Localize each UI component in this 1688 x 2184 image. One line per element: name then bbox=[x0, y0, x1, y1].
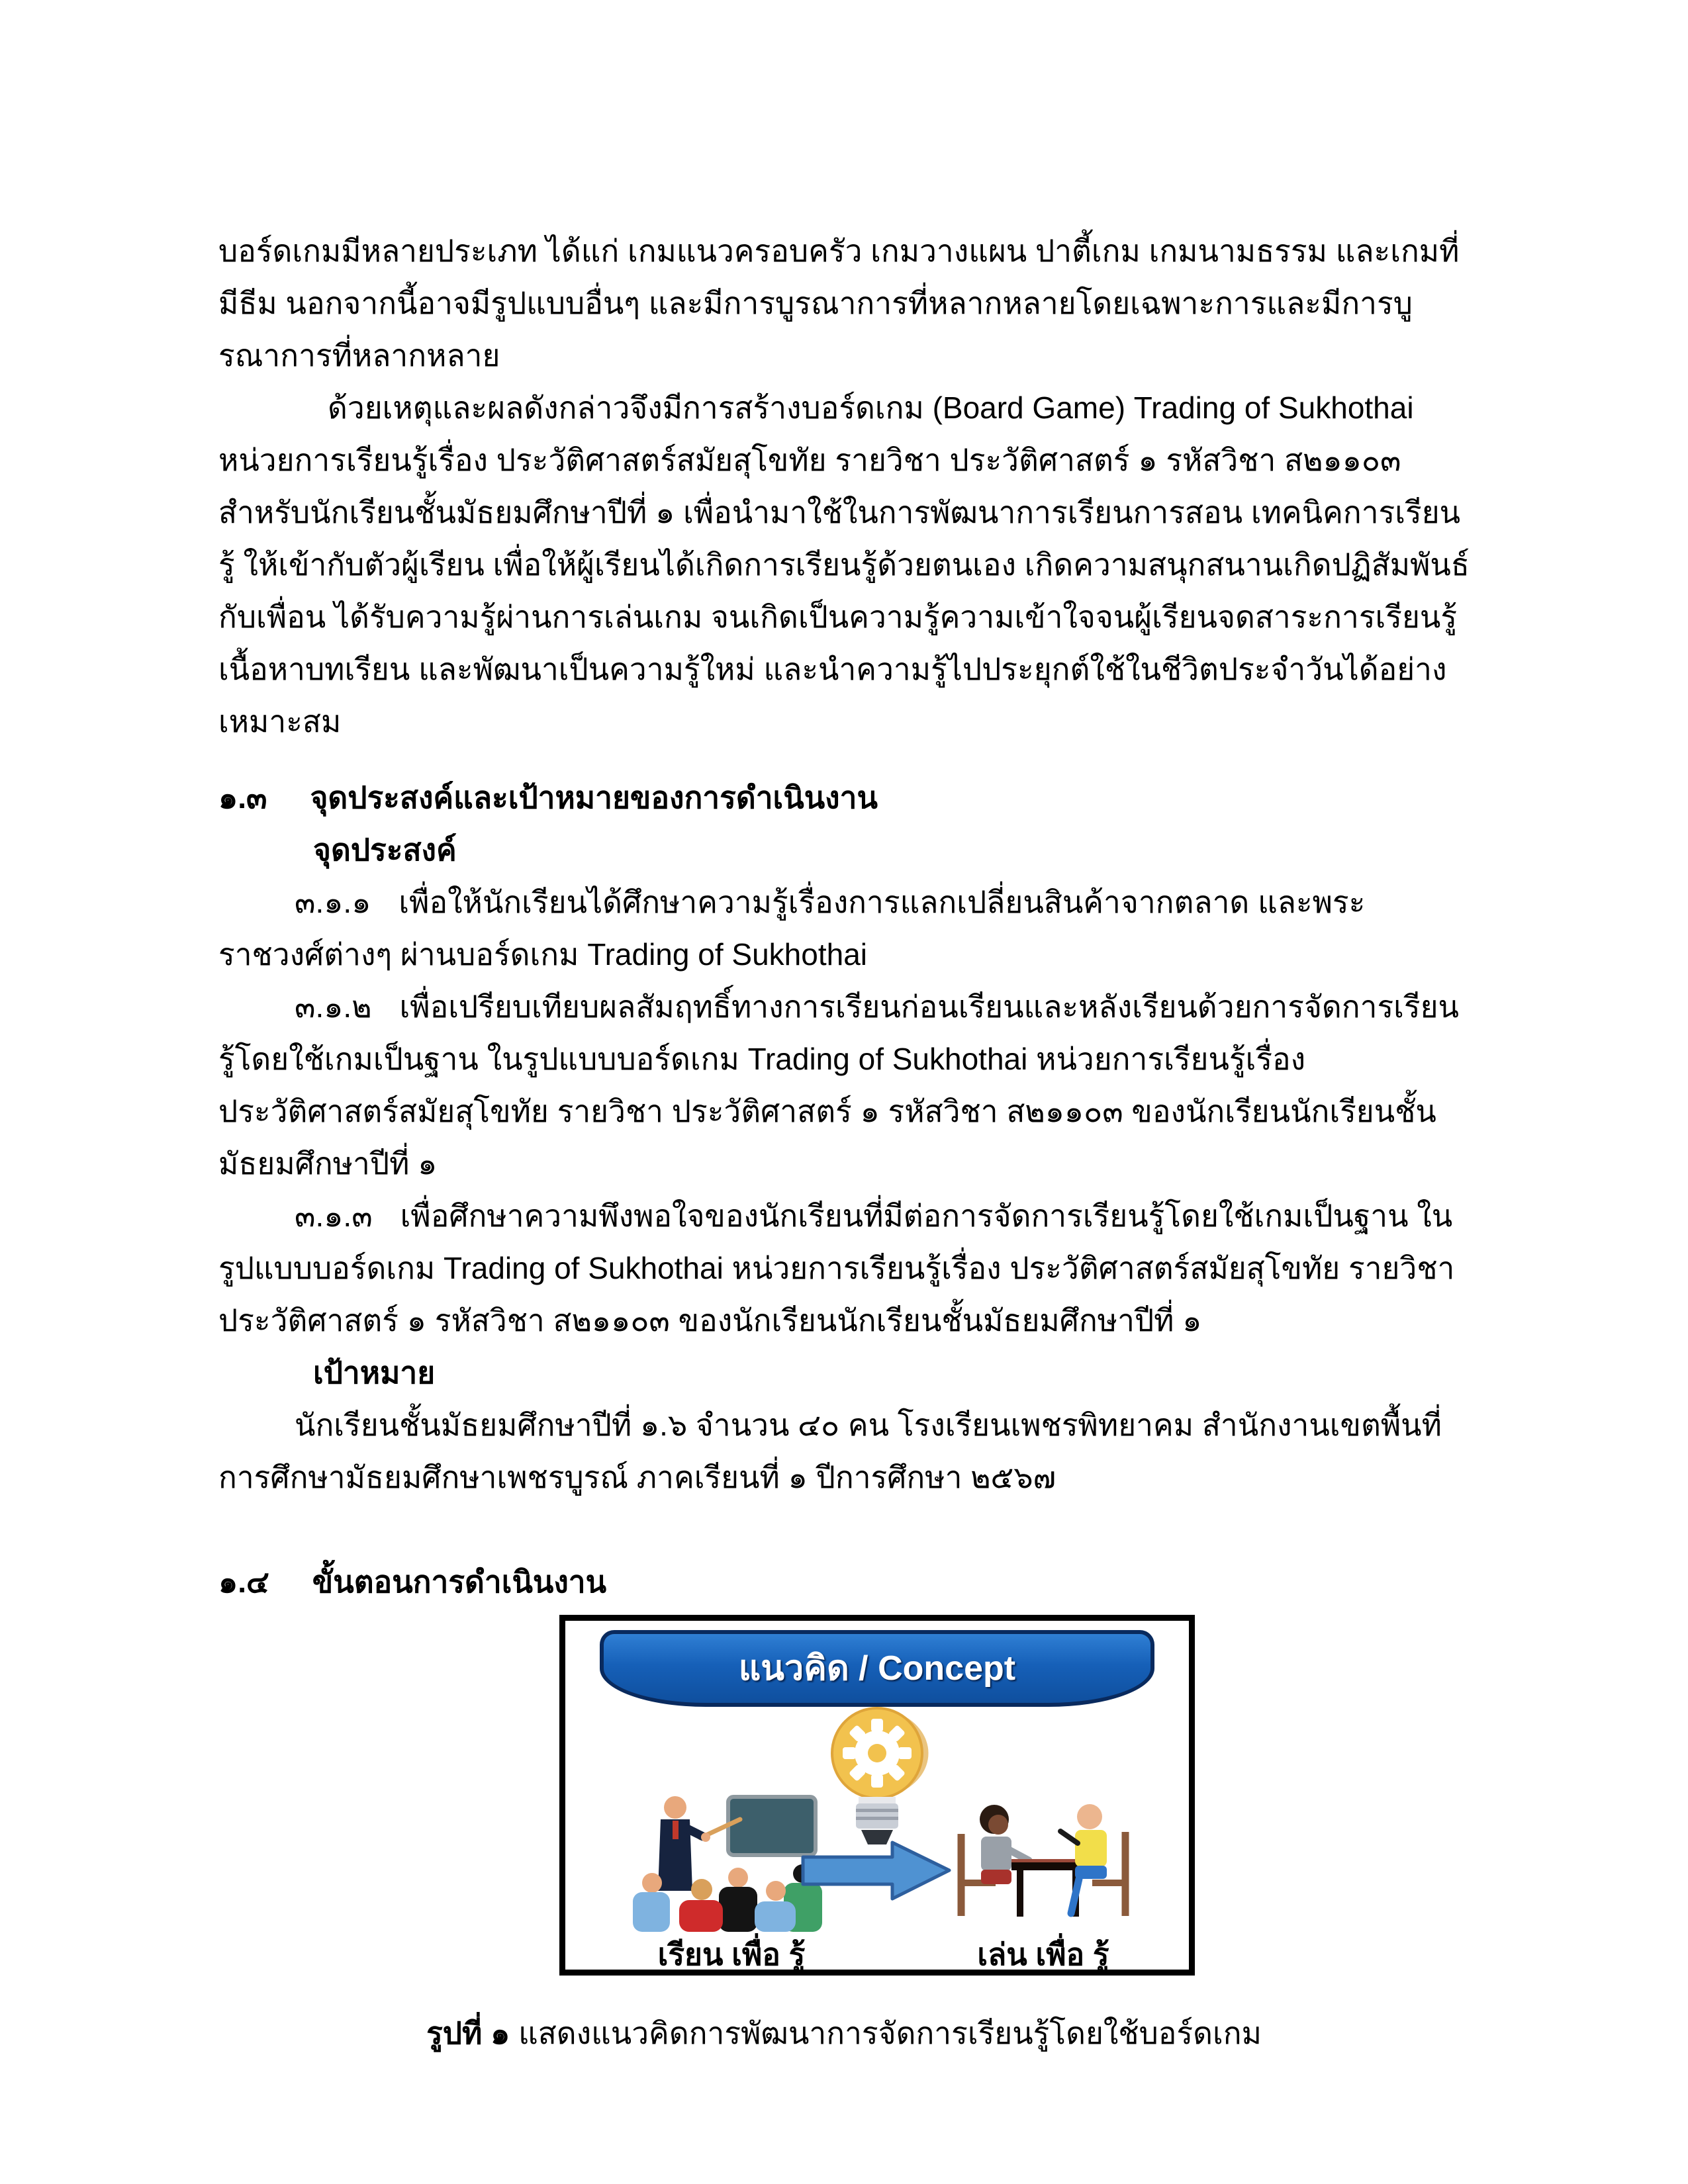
objective-item bbox=[218, 876, 1470, 981]
objective-number: ๓.๑.๓ bbox=[295, 1199, 373, 1233]
concept-banner bbox=[600, 1630, 1154, 1707]
objectives-subheading: จุดประสงค์ bbox=[313, 833, 457, 867]
section-title: จุดประสงค์และเป้าหมายของการดำเนินงาน bbox=[310, 780, 878, 815]
objective-number: ๓.๑.๒ bbox=[295, 989, 372, 1024]
intro-paragraph: บอร์ดเกมมีหลายประเภท ได้แก่ เกมแนวครอบครัว เกมวางแผน ปาตี้เกม เกมนามธรรม และเกมที่มีธีม นอกจากนี้อาจมีรูปแบบอื่นๆ และมีการบูรณาการที่หลากหลายโดยเฉพาะการและมีการบูรณาการที่หลากหลาย bbox=[218, 234, 1460, 373]
objective-text: เพื่อศึกษาความพึงพอใจของนักเรียนที่มีต่อการจัดการเรียนรู้โดยใช้เกมเป็นฐาน ในรูปแบบบอร์ดเกม Trading of Sukhothai หน่วยการเรียนรู้เรื่อง ประวัติศาสตร์สมัยสุโขทัย รายวิชา ประวัติศาสตร์ ๑ รหัสวิชา ส๒๑๑๐๓ ของนักเรียนนักเรียนชั้นมัธยมศึกษาปีที่ ๑ bbox=[218, 1199, 1455, 1338]
learn-to-know-label: เรียน เพื่อ รู้ bbox=[657, 1937, 806, 1972]
arrow-right-icon bbox=[801, 1839, 953, 1918]
section-title: ขั้นตอนการดำเนินงาน bbox=[312, 1565, 607, 1599]
section-heading-1-3 bbox=[218, 772, 1470, 824]
figure-caption-text: แสดงแนวคิดการพัฒนาการจัดการเรียนรู้โดยใช้บอร์ดเกม bbox=[510, 2016, 1262, 2050]
objective-number: ๓.๑.๑ bbox=[295, 885, 371, 919]
concept-figure bbox=[559, 1615, 1195, 1976]
figure-caption-number: รูปที่ ๑ bbox=[426, 2016, 510, 2050]
objective-item bbox=[218, 1190, 1470, 1347]
figure-caption bbox=[218, 2007, 1470, 2060]
objective-text: เพื่อเปรียบเทียบผลสัมฤทธิ์ทางการเรียนก่อนเรียนและหลังเรียนด้วยการจัดการเรียนรู้โดยใช้เกมเป็นฐาน ในรูปแบบบอร์ดเกม Trading of Sukhothai หน่วยการเรียนรู้เรื่อง ประวัติศาสตร์สมัยสุโขทัย รายวิชา ประวัติศาสตร์ ๑ รหัสวิชา ส๒๑๑๐๓ ของนักเรียนนักเรียนชั้นมัธยมศึกษาปีที่ ๑ bbox=[218, 989, 1459, 1181]
target-paragraph: นักเรียนชั้นมัธยมศึกษาปีที่ ๑.๖ จำนวน ๔๐ คน โรงเรียนเพชรพิทยาคม สำนักงานเขตพื้นที่การศึกษามัธยมศึกษาเพชรบูรณ์ ภาคเรียนที่ ๑ ปีการศึกษา ๒๕๖๗ bbox=[218, 1408, 1442, 1494]
rationale-paragraph: ด้วยเหตุและผลดังกล่าวจึงมีการสร้างบอร์ดเกม (Board Game) Trading of Sukhothai หน่วยการเรียนรู้เรื่อง ประวัติศาสตร์สมัยสุโขทัย รายวิชา ประวัติศาสตร์ ๑ รหัสวิชา ส๒๑๑๐๓ สำหรับนักเรียนชั้นมัธยมศึกษาปีที่ ๑ เพื่อนำมาใช้ในการพัฒนาการเรียนการสอน เทคนิคการเรียนรู้ ให้เข้ากับตัวผู้เรียน เพื่อให้ผู้เรียนได้เกิดการเรียนรู้ด้วยตนเอง เกิดความสนุกสนานเกิดปฏิสัมพันธ์กับเพื่อน ได้รับความรู้ผ่านการเล่นเกม จนเกิดเป็นความรู้ความเข้าใจจนผู้เรียนจดสาระการเรียนรู้ เนื้อหาบทเรียน และพัฒนาเป็นความรู้ใหม่ และนำความรู้ไปประยุกต์ใช้ในชีวิตประจำวันได้อย่างเหมาะสม bbox=[218, 390, 1470, 739]
play-to-know-label: เล่น เพื่อ รู้ bbox=[977, 1937, 1109, 1972]
section-number: ๑.๔ bbox=[218, 1565, 269, 1599]
concept-banner-label: แนวคิด / Concept bbox=[738, 1649, 1016, 1688]
section-number: ๑.๓ bbox=[218, 780, 267, 815]
playing-at-table-icon bbox=[948, 1796, 1140, 1947]
section-heading-1-4 bbox=[218, 1556, 1470, 1608]
target-subheading: เป้าหมาย bbox=[313, 1355, 436, 1390]
objective-text: เพื่อให้นักเรียนได้ศึกษาความรู้เรื่องการแลกเปลี่ยนสินค้าจากตลาด และพระราชวงศ์ต่างๆ ผ่านบอร์ดเกม Trading of Sukhothai bbox=[218, 885, 1366, 972]
objective-item bbox=[218, 981, 1470, 1190]
